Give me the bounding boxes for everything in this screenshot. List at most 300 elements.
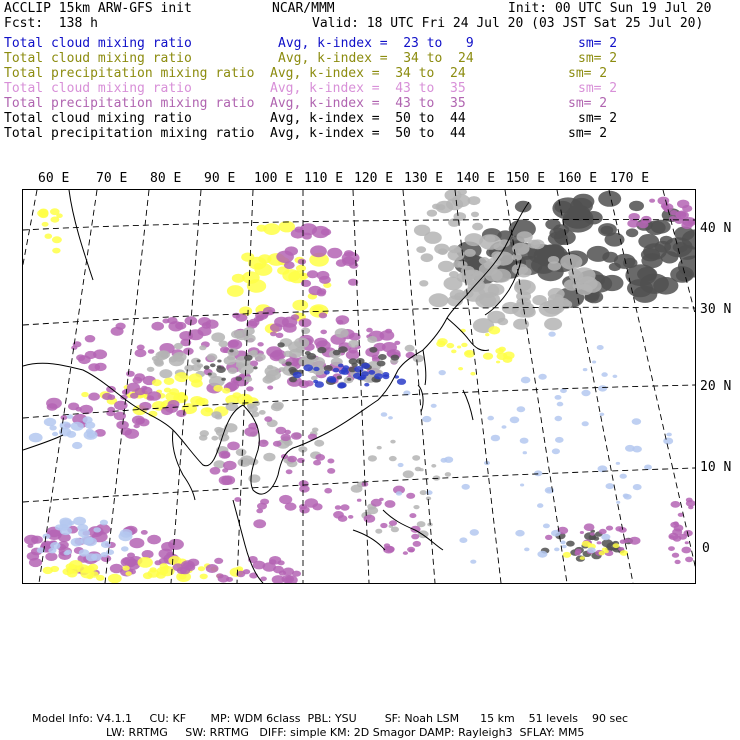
cloud-yellow [470,372,475,376]
cloud-blue-light [537,551,547,558]
cloud-blue-light [555,437,564,443]
cloud-purple [685,541,689,544]
cloud-purple [575,551,581,556]
cloud-purple [273,441,282,447]
cloud-gray-light [457,273,471,283]
cloud-yellow [485,333,489,336]
cloud-gray-light [390,440,395,444]
cloud-gray-light [420,490,427,495]
cloud-blue-light [43,534,51,539]
cloud-gray-light [231,330,243,338]
cloud-purple [671,501,681,508]
cloud-blue-light [72,442,82,449]
cloud-blue-light [79,549,90,556]
cloud-blue-light [624,494,632,500]
cloud-purple [372,355,379,360]
cloud-gray-light [174,343,183,349]
cloud-yellow [563,552,571,558]
cloud-gray-dark [674,227,694,241]
cloud-purple [269,556,281,565]
cloud-purple [267,310,274,315]
field-name: Total precipitation mixing ratio [4,96,255,111]
cloud-purple [219,476,233,486]
cloud-gray-light [159,369,172,378]
cloud-yellow [143,572,153,579]
cloud-blue-light [29,433,43,443]
cloud-gray-light [211,332,225,342]
cloud-gray-light [224,356,236,365]
cloud-gray-dark [377,361,386,367]
cloud-purple [88,393,100,401]
cloud-gray-light [197,363,203,367]
cloud-purple [276,251,294,263]
cloud-purple [389,520,397,526]
cloud-purple [134,424,140,428]
cloud-gray-dark [629,201,644,211]
cloud-yellow [451,350,456,354]
cloud-purple [590,532,595,535]
cloud-yellow [620,550,628,556]
cloud-purple [599,529,607,534]
cloud-yellow [200,574,208,580]
cloud-purple [168,321,183,331]
cloud-yellow [483,353,493,360]
cloud-purple [161,542,175,552]
cloud-yellow [213,385,223,392]
cloud-yellow [227,285,244,297]
cloud-gray-dark [378,354,387,360]
cloud-gray-light [214,427,223,433]
cloud-blue-light [60,527,72,535]
cloud-gray-light [218,434,229,442]
cloud-purple [135,349,147,357]
cloud-gray-light [544,318,562,331]
cloud-blue-light [562,545,567,549]
cloud-purple [327,459,334,464]
cloud-yellow [198,566,205,571]
cloud-blue-light [644,465,652,470]
cloud-purple [141,530,148,535]
field-name: Total cloud mixing ratio [4,51,192,66]
cloud-blue-light [462,484,470,490]
field-avg-range: Avg, k-index = 23 to 9 [278,36,474,51]
cloud-purple [320,330,327,335]
cloud-purple [222,468,228,472]
longitude-gridline [353,190,369,583]
cloud-yellow [138,557,153,568]
cloud-gray-light [314,440,324,447]
cloud-gray-light [367,507,378,515]
cloud-gray-light [236,449,247,457]
cloud-gray-light [301,328,310,335]
cloud-purple [228,340,239,348]
cloud-blue-light [398,463,404,467]
cloud-purple [85,335,96,342]
cloud-purple [214,558,223,564]
cloud-gray-dark [229,349,233,352]
field-name: Total cloud mixing ratio [4,111,192,126]
cloud-gray-light [429,293,449,307]
cloud-gray-dark [253,366,257,369]
cloud-blue-light [632,446,642,453]
cloud-purple [349,347,358,353]
cloud-purple [597,541,602,544]
cloud-purple [270,323,282,332]
cloud-purple [357,499,362,502]
cloud-gray-dark [651,220,671,234]
cloud-purple [76,354,85,361]
cloud-yellow [50,208,60,215]
cloud-gray-light [413,505,419,509]
cloud-purple [335,505,341,510]
cloud-purple [138,418,149,426]
cloud-blue-light [491,435,500,442]
cloud-gray-light [532,295,547,305]
cloud-yellow [205,408,212,413]
cloud-blue-light [396,491,402,495]
latitude-label: 30 N [700,302,732,317]
cloud-gray-dark [204,365,210,369]
cloud-blue [315,381,324,388]
cloud-purple [202,322,211,329]
cloud-purple [669,535,674,538]
cloud-gray-light [472,272,484,280]
longitude-label: 160 E [558,171,598,186]
cloud-blue-light [581,390,590,396]
cloud-purple [674,525,684,532]
cloud-purple [210,467,221,475]
field-name: Total cloud mixing ratio [4,36,192,51]
cloud-purple [126,371,135,377]
longitude-label: 150 E [506,171,546,186]
cloud-purple [29,558,42,567]
cloud-blue-light [520,484,524,487]
cloud-purple [27,544,33,548]
cloud-gray-dark [660,236,673,245]
cloud-yellow [461,343,467,347]
cloud-gray-dark [221,378,226,381]
cloud-purple [236,314,248,322]
cloud-yellow [195,398,205,405]
cloud-purple [584,523,595,531]
map-svg [23,190,695,583]
cloud-gray-dark [333,350,341,356]
cloud-gray-dark [391,355,400,361]
cloud-blue [303,364,313,371]
cloud-blue-light [548,332,555,337]
cloud-gray-dark [216,366,226,373]
cloud-gray-dark [208,373,212,376]
cloud-blue-light [606,483,615,489]
cloud-blue-light [381,412,388,417]
cloud-purple [675,211,689,220]
cloud-gray-light [475,294,496,309]
cloud-yellow [222,388,230,394]
cloud-purple [116,323,126,330]
cloud-purple [218,575,230,583]
cloud-blue-light [68,521,74,525]
cloud-purple [276,333,284,338]
latitude-label: 10 N [700,460,732,475]
cloud-blue-light [601,372,607,377]
cloud-blue-light [73,517,86,526]
cloud-gray-light [452,194,470,207]
cloud-yellow [67,570,78,578]
cloud-yellow [66,563,76,570]
cloud-blue-light [616,462,620,465]
cloud-blue-light [85,422,95,429]
cloud-purple [287,456,297,463]
cloud-purple [649,199,655,203]
cloud-blue-light [554,548,559,552]
cloud-purple [580,531,584,534]
cloud-purple [406,493,415,499]
cloud-purple [606,526,613,531]
model-info-line2: LW: RRTMG SW: RRTMG DIFF: simple KM: 2D Smagor DAMP: Rayleigh3 SFLAY: MM5 [106,726,585,739]
cloud-blue [313,367,319,371]
cloud-yellow [45,234,53,239]
cloud-blue [368,370,375,375]
cloud-blue [337,383,345,389]
cloud-purple [276,427,287,435]
cloud-blue-light [66,431,76,438]
cloud-blue-light [517,406,526,412]
longitude-label: 90 E [204,171,236,186]
cloud-blue-light [100,520,108,526]
longitude-label: 100 E [254,171,294,186]
cloud-blue-light [601,534,610,540]
cloud-purple [177,567,187,574]
cloud-yellow [458,367,463,370]
cloud-gray-light [375,529,382,534]
cloud-purple [137,345,145,351]
cloud-blue-light [552,448,560,454]
cloud-blue [374,373,383,379]
cloud-blue-light [582,421,589,426]
longitude-label: 110 E [304,171,344,186]
coastline [463,390,473,420]
cloud-purple [45,552,57,561]
cloud-gray-dark [553,224,569,235]
cloud-gray-dark [661,251,679,263]
center-label: NCAR/MMM [272,1,335,16]
cloud-purple [176,410,186,417]
field-avg-range: Avg, k-index = 34 to 24 [270,66,466,81]
cloud-purple [286,469,293,474]
cloud-blue [341,369,349,375]
cloud-gray-light [211,436,218,441]
cloud-gray-dark [324,365,333,371]
cloud-purple [148,349,155,354]
cloud-purple [348,515,353,519]
cloud-gray-light [311,376,318,381]
cloud-purple [661,203,669,209]
cloud-purple [299,485,310,492]
cloud-blue-light [71,422,84,431]
coastline [172,430,195,500]
cloud-purple [299,506,309,513]
cloud-purple [246,386,254,391]
cloud-gray-dark [277,342,284,347]
field-name: Total cloud mixing ratio [4,81,192,96]
cloud-gray-light [472,223,483,231]
cloud-purple [686,498,693,503]
cloud-blue-light [592,361,596,364]
field-smoothing: sm= 2 [568,66,608,81]
cloud-blue-light [60,422,71,430]
cloud-blue-light [587,547,596,553]
cloud-purple [327,468,335,474]
cloud-gray-light [515,280,531,291]
cloud-gray-dark [369,347,377,353]
cloud-blue-light [64,551,71,556]
cloud-purple [314,338,328,347]
cloud-gray-light [583,280,602,293]
cloud-blue-light [510,417,520,424]
cloud-purple [317,290,326,296]
cloud-blue [330,378,337,383]
cloud-gray-light [155,351,168,360]
cloud-purple [249,573,258,579]
cloud-gray-light [247,403,255,409]
cloud-blue [364,383,369,387]
cloud-gray-light [251,350,258,355]
cloud-yellow [254,263,272,276]
cloud-purple [385,329,392,334]
cloud-gray-light [421,253,434,262]
cloud-blue-light [431,404,437,408]
cloud-gray-light [445,472,451,477]
cloud-gray-light [497,318,508,326]
cloud-purple [324,488,332,494]
field-name: Total precipitation mixing ratio [4,126,255,141]
cloud-gray-light [512,254,522,261]
cloud-gray-light [493,252,513,266]
field-name: Total precipitation mixing ratio [4,66,255,81]
cloud-blue-light [613,375,618,378]
cloud-yellow [108,574,122,583]
cloud-yellow [125,571,131,576]
cloud-purple [672,553,679,558]
cloud-blue-light [555,395,562,400]
cloud-yellow [242,396,252,403]
cloud-yellow [437,338,447,345]
cloud-purple [61,415,68,420]
cloud-gray-dark [552,197,583,219]
cloud-blue-light [459,537,467,543]
cloud-blue-light [52,432,58,436]
coastline [418,385,423,412]
cloud-purple [629,537,641,545]
cloud-blue-light [422,416,431,422]
cloud-purple [291,432,302,440]
cloud-purple [673,521,678,525]
cloud-blue-light [44,418,56,427]
cloud-purple [409,513,416,518]
cloud-purple [299,318,312,327]
valid-time: Valid: 18 UTC Fri 24 Jul 20 (03 JST Sat 25 Jul 20) [312,16,704,31]
cloud-gray-dark [347,378,351,381]
cloud-purple [93,349,107,359]
cloud-blue [397,379,406,385]
cloud-purple [147,395,155,400]
cloud-gray-dark [337,376,342,380]
cloud-yellow [263,223,280,235]
cloud-purple [110,564,123,573]
cloud-yellow [164,378,175,385]
cloud-blue-light [520,438,529,444]
longitude-label: 60 E [38,171,70,186]
cloud-purple [545,535,552,540]
field-smoothing: sm= 2 [568,96,608,111]
cloud-gray-light [419,468,424,471]
cloud-purple [257,342,263,346]
cloud-blue-light [48,548,56,554]
cloud-gray-light [389,456,397,461]
cloud-blue-light [121,546,129,551]
cloud-gray-light [272,402,284,410]
cloud-blue-light [78,529,90,537]
cloud-gray-dark [566,541,575,547]
cloud-purple [681,547,691,554]
cloud-purple [142,550,154,558]
coastline [69,190,93,280]
latitude-label: 40 N [700,221,732,236]
cloud-gray-dark [626,228,638,237]
cloud-purple [244,427,258,437]
cloud-gray-dark [288,367,296,373]
cloud-gray-light [259,410,266,415]
cloud-purple [297,458,305,463]
cloud-gray-dark [236,377,243,382]
init-time: Init: 00 UTC Sun 19 Jul 20 [508,1,712,16]
cloud-yellow [152,379,162,386]
cloud-blue-light [632,418,641,425]
cloud-purple [142,387,153,395]
cloud-purple [260,499,269,505]
cloud-yellow [580,556,585,560]
cloud-blue-light [633,484,642,490]
cloud-gray-light [248,474,260,482]
cloud-gray-light [416,246,426,253]
cloud-gray-light [465,233,484,246]
cloud-purple [256,509,263,514]
cloud-gray-light [419,280,428,286]
cloud-gray-dark [633,286,657,303]
cloud-blue [361,363,370,369]
cloud-blue-light [502,425,507,429]
cloud-blue-light [426,490,433,495]
cloud-yellow [496,361,500,364]
cloud-gray-light [438,261,454,272]
field-smoothing: sm= 2 [578,81,618,96]
cloud-purple [73,341,82,347]
cloud-purple [127,553,135,559]
cloud-purple [147,535,161,545]
cloud-purple [227,442,240,451]
field-smoothing: sm= 2 [578,51,618,66]
cloud-purple [685,557,693,563]
cloud-blue [293,372,302,378]
cloud-purple [307,270,318,278]
cloud-gray-light [367,336,377,343]
cloud-blue-light [487,416,494,421]
cloud-gray-light [453,261,463,268]
cloud-gray-light [412,455,420,461]
cloud-gray-light [471,212,479,218]
cloud-blue [382,372,389,377]
cloud-purple [47,403,58,411]
